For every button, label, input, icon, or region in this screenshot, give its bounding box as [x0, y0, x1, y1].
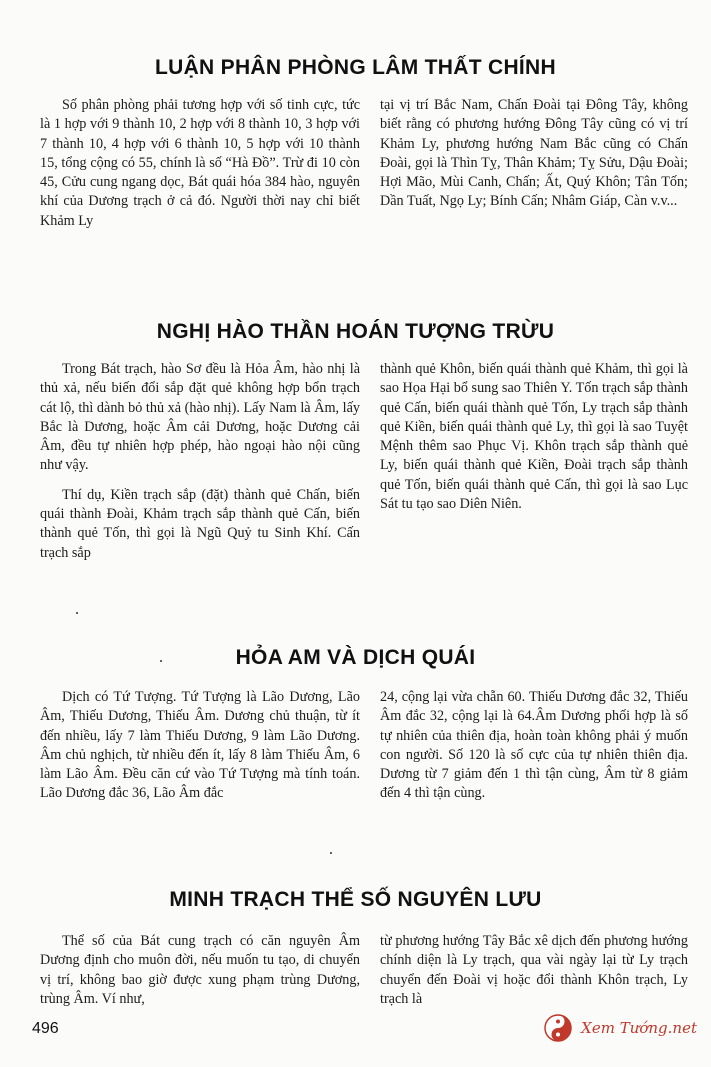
- paragraph: Số phân phòng phải tương hợp với số tinh cực, tức là 1 hợp với 9 thành 10, 2 hợp với 8 thành 10, 3 hợp với 7 thành 10, 4 hợp với 6 thành 10, 5 hợp với 10 thành 15, tổng cộng có 55, chính là số “Hà Đồ”. Trừ đi 10 còn 45, Cửu cung ngang dọc, Bát quái hóa 384 hào, nguyên khí của Dương trạch ở cả đó. Người thời nay chỉ biết Khảm Ly: [40, 97, 360, 229]
- page-number: 496: [32, 1020, 59, 1037]
- paragraph: Trong Bát trạch, hào Sơ đều là Hỏa Âm, hào nhị là thủ xả, nếu biến đổi sắp đặt quẻ không hợp bổn trạch cát lộ, thì dành bỏ thủ xả (hào nhị). Lấy Nam là Âm, lấy Bắc là Dương, hoặc Âm cải Dương, hoặc Dương cải Âm, đều tự nhiên hợp phép, hào ngoại hào nội cũng như vậy.: [40, 361, 360, 474]
- paragraph: Thí dụ, Kiền trạch sắp (đặt) thành quẻ Chấn, biến quái thành Đoài, Khảm trạch sắp thành quẻ Cấn, biến thành quẻ Tốn, thì gọi là Ngũ Quỷ tu Sinh Khí. Cấn trạch sắp: [40, 486, 360, 561]
- paragraph: tại vị trí Bắc Nam, Chấn Đoài tại Đông Tây, không biết rằng có phương hướng Đông Tây cũng có vị trí Khảm Ly, phương hướng Nam Bắc cũng có Chấn Đoài, gọi là Thìn Tỵ, Thân Khảm; Tỵ Sửu, Dậu Đoài; Hợi Mão, Mùi Canh, Chấn; Ất, Quý Khôn; Tân Tốn; Dần Tuất, Ngọ Ly; Bính Cấn; Nhâm Giáp, Càn v.v...: [380, 97, 688, 210]
- left-column: [40, 688, 360, 814]
- yin-yang-icon: [543, 1013, 573, 1043]
- watermark-link[interactable]: [497, 1003, 697, 1053]
- paragraph: thành quẻ Khôn, biến quái thành quẻ Khảm, thì gọi là sao Họa Hại bổ sung sao Thiên Y. Tốn trạch sắp thành quẻ Cấn, biến quái thành quẻ Tốn, Ly trạch sắp thành quẻ Kiền, biến quái thành quẻ Ly, thì gọi là sao Tuyệt Mệnh thêm sao Phục Vị. Khôn trạch sắp thành quẻ Ly, biến quái thành quẻ Kiền, Đoài trạch sắp thành quẻ Tốn, biến quái thành quẻ Cấn, thì gọi là sao Lục Sát tu tạo sao Diên Niên.: [380, 361, 688, 513]
- paragraph: Thể số của Bát cung trạch có căn nguyên Âm Dương định cho muôn đời, nếu muốn tu tạo, di chuyển vị trí, không bao giờ được xung phạm trùng Dương, trùng Âm. Ví như,: [40, 933, 360, 1007]
- print-speck: [76, 612, 78, 614]
- paragraph: Dịch có Tứ Tượng. Tứ Tượng là Lão Dương, Lão Âm, Thiếu Dương, Thiếu Âm. Dương chủ thuận, từ ít đến nhiều, lấy 7 làm Thiếu Dương, 9 làm Lão Dương. Âm chủ nghịch, từ nhiều đến ít, lấy 8 làm Thiếu Âm, 6 làm Lão Âm. Đều căn cứ vào Tứ Tượng mà tính toán. Lão Dương đắc 36, Lão Âm đắc: [40, 689, 360, 802]
- left-column: [40, 932, 360, 1019]
- section-heading: HỎA AM VÀ DỊCH QUÁI: [235, 646, 476, 669]
- paragraph: từ phương hướng Tây Bắc xê dịch đến phương hướng chính diện là Ly trạch, qua vài ngày lại từ Ly trạch chuyển đến Đoài vị hoặc đổi thành Khôn trạch, Ly trạch là: [380, 933, 688, 1007]
- right-column: [380, 688, 688, 814]
- paragraph: 24, cộng lại vừa chẵn 60. Thiếu Dương đắc 32, Thiếu Âm đắc 32, cộng lại là 64.Âm Dương phối hợp là số tự nhiên của thiên địa, hoàn toàn không phải ý muốn con người. Số 120 là số cực của tự nhiên thiên địa. Dương từ 7 giảm đến 1 thì tận cùng, Âm từ 8 giảm đến 4 thì tận cùng.: [380, 689, 688, 802]
- section-heading: LUẬN PHÂN PHÒNG LÂM THẤT CHÍNH: [155, 56, 556, 79]
- print-speck: [330, 852, 332, 854]
- right-column: [380, 96, 688, 222]
- watermark-text: Xem Tướng.net: [581, 1019, 697, 1037]
- right-column: [380, 360, 688, 524]
- left-column: [40, 360, 360, 573]
- section-heading: MINH TRẠCH THỂ SỐ NGUYÊN LƯU: [169, 888, 542, 911]
- left-column: [40, 96, 360, 241]
- section-heading: NGHỊ HÀO THẦN HOÁN TƯỢNG TRỪU: [156, 320, 555, 343]
- print-speck: [160, 660, 162, 662]
